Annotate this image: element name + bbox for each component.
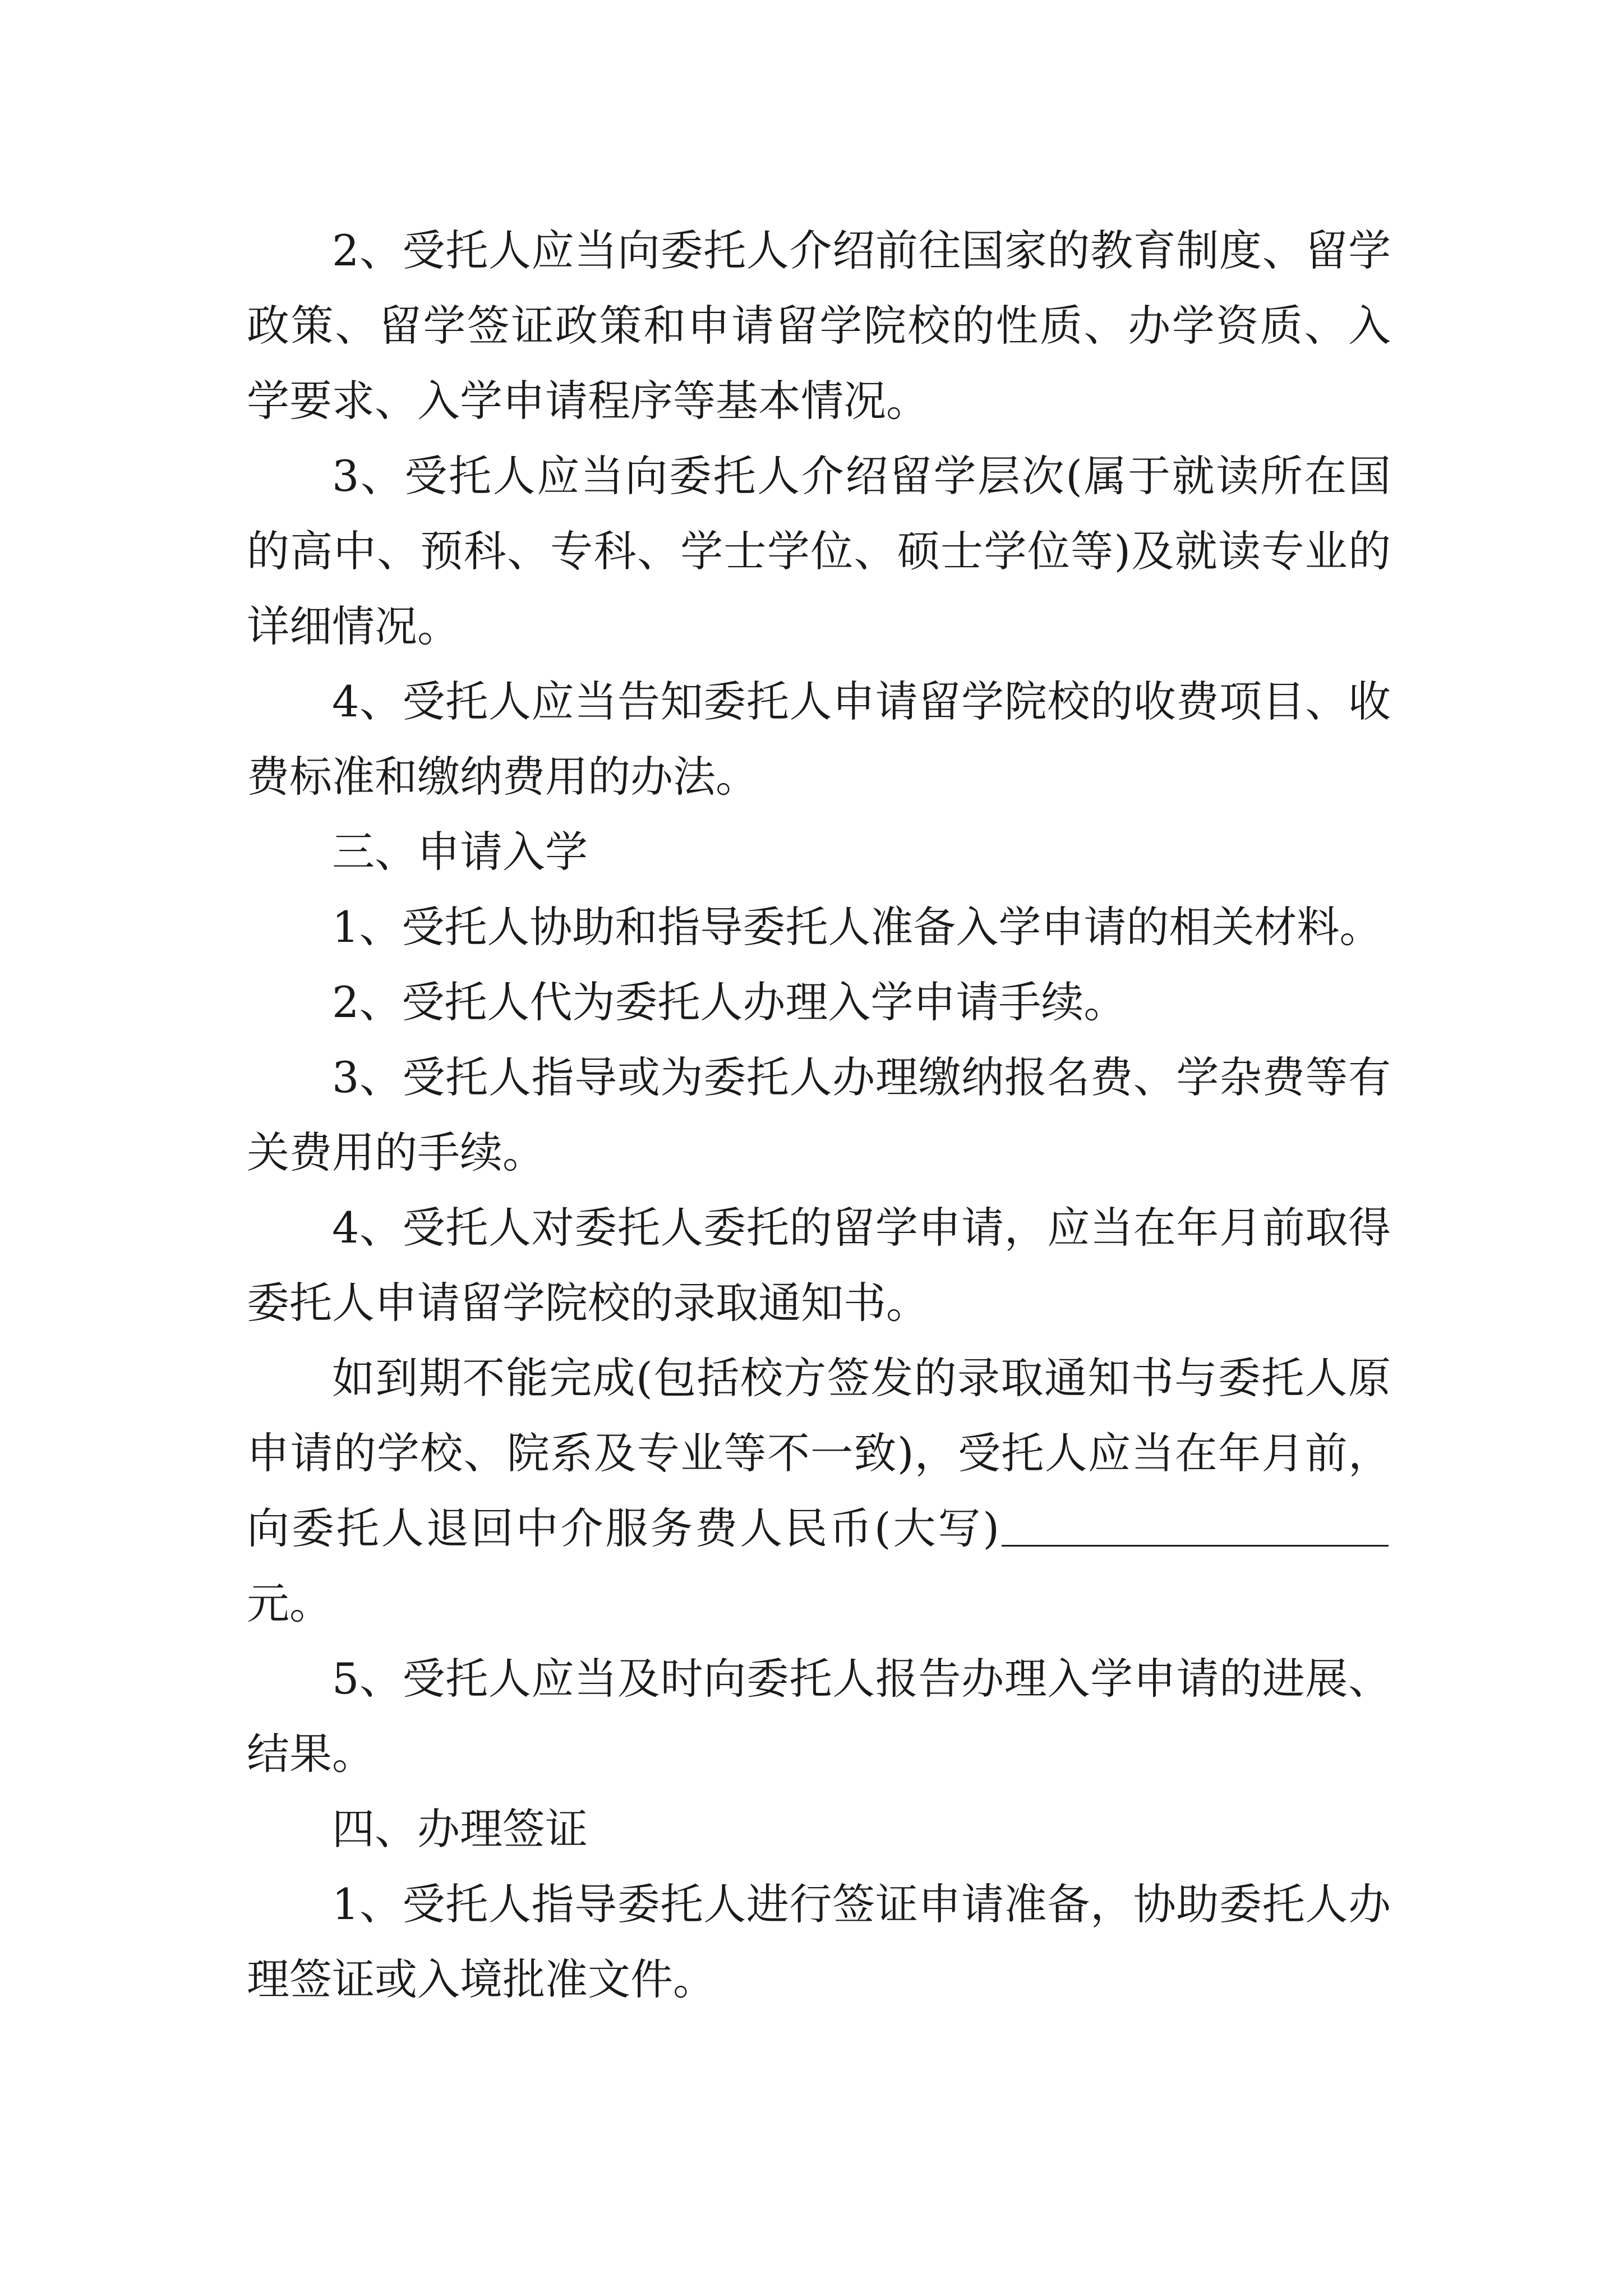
clause-2-introduce-country: 2、受托人应当向委托人介绍前往国家的教育制度、留学政策、留学签证政策和申请留学院校的性质、办学资质、入学要求、入学申请程序等基本情况。 [247, 226, 1391, 426]
clause-1-visa-preparation: 1、受托人指导委托人进行签证申请准备，协助委托人办理签证或入境批准文件。 [247, 1879, 1391, 2004]
document-body [247, 213, 1391, 2017]
amount-blank-line [1002, 1545, 1389, 1547]
refund-clause [247, 1341, 1391, 1641]
refund-clause-unit: 元。 [247, 1579, 332, 1628]
section-heading-apply-admission: 三、申请入学 [332, 827, 588, 877]
clause-3-study-level: 3、受托人应当向委托人介绍留学层次(属于就读所在国的高中、预科、专科、学士学位、硕士学位等)及就读专业的详细情况。 [247, 451, 1391, 651]
clause-4-fees: 4、受托人应当告知委托人申请留学院校的收费项目、收费标准和缴纳费用的办法。 [247, 677, 1391, 802]
clause-3-pay-fees: 3、受托人指导或为委托人办理缴纳报名费、学杂费等有关费用的手续。 [247, 1052, 1391, 1177]
refund-clause-text: 如到期不能完成(包括校方签发的录取通知书与委托人原申请的学校、院系及专业等不一致)，受托人应当在年月前，向委托人退回中介服务费人民币(大写) [247, 1353, 1391, 1553]
section-heading-visa: 四、办理签证 [332, 1804, 588, 1854]
clause-1-prepare-materials: 1、受托人协助和指导委托人准备入学申请的相关材料。 [332, 902, 1382, 952]
clause-5-report-progress: 5、受托人应当及时向委托人报告办理入学申请的进展、结果。 [247, 1654, 1391, 1779]
clause-2-application-procedures: 2、受托人代为委托人办理入学申请手续。 [332, 977, 1127, 1027]
clause-4-admission-notice: 4、受托人对委托人委托的留学申请，应当在年月前取得委托人申请留学院校的录取通知书。 [247, 1203, 1391, 1328]
